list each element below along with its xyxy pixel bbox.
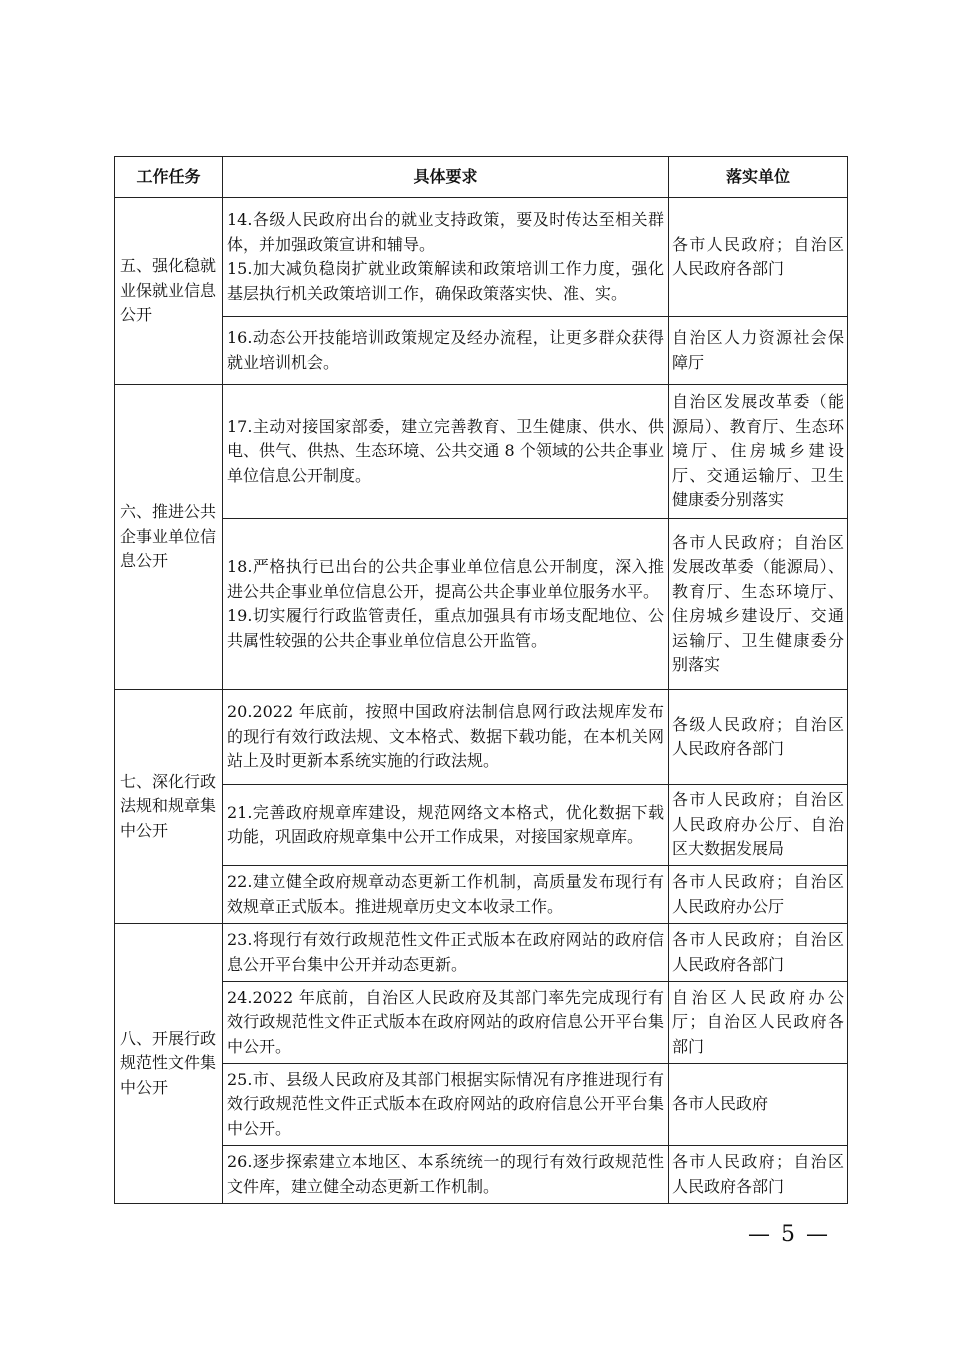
table-row xyxy=(115,1064,848,1146)
page-number: — 5 — xyxy=(748,1222,830,1247)
unit-cell: 自治区人民政府办公厅；自治区人民政府各部门 xyxy=(669,982,848,1064)
requirement-cell xyxy=(223,924,669,982)
requirement-cell xyxy=(223,1146,669,1204)
requirement-text: 21.完善政府规章库建设，规范网络文本格式，优化数据下载功能，巩固政府规章集中公开工作成果，对接国家规章库。 xyxy=(227,802,664,846)
requirement-cell xyxy=(223,982,669,1064)
policy-task-table xyxy=(114,156,848,1204)
task-cell: 八、开展行政规范性文件集中公开 xyxy=(115,924,223,1204)
table-row xyxy=(115,519,848,690)
table-row xyxy=(115,198,848,317)
requirement-text: 26.逐步探索建立本地区、本系统统一的现行有效行政规范性文件库，建立健全动态更新工作机制。 xyxy=(227,1152,664,1196)
header-requirements: 具体要求 xyxy=(223,157,669,198)
requirement-cell xyxy=(223,385,669,519)
table-row xyxy=(115,317,848,385)
unit-cell: 自治区人力资源社会保障厅 xyxy=(669,317,848,385)
requirement-cell xyxy=(223,1064,669,1146)
unit-cell: 各市人民政府；自治区人民政府各部门 xyxy=(669,924,848,982)
requirement-text: 20.2022 年底前，按照中国政府法制信息网行政法规库发布的现行有效行政法规、文本格式、数据下载功能，在本机关网站上及时更新本系统实施的行政法规。 xyxy=(227,702,664,771)
requirement-text: 19.切实履行行政监管责任，重点加强具有市场支配地位、公共属性较强的公共企事业单位信息公开监管。 xyxy=(227,606,664,650)
unit-cell: 各市人民政府；自治区人民政府各部门 xyxy=(669,1146,848,1204)
task-cell: 七、深化行政法规和规章集中公开 xyxy=(115,690,223,924)
unit-cell: 各市人民政府；自治区人民政府办公厅 xyxy=(669,866,848,924)
unit-cell: 各市人民政府；自治区人民政府各部门 xyxy=(669,198,848,317)
table-row xyxy=(115,924,848,982)
requirement-text: 23.将现行有效行政规范性文件正式版本在政府网站的政府信息公开平台集中公开并动态更新。 xyxy=(227,930,664,974)
header-unit: 落实单位 xyxy=(669,157,848,198)
table-row xyxy=(115,866,848,924)
requirement-text: 22.建立健全政府规章动态更新工作机制，高质量发布现行有效规章正式版本。推进规章历史文本收录工作。 xyxy=(227,872,664,916)
requirement-cell xyxy=(223,317,669,385)
requirement-text: 16.动态公开技能培训政策规定及经办流程，让更多群众获得就业培训机会。 xyxy=(227,328,664,372)
unit-cell: 各市人民政府；自治区人民政府办公厅、自治区大数据发展局 xyxy=(669,785,848,866)
requirement-cell xyxy=(223,690,669,785)
unit-cell: 各级人民政府；自治区人民政府各部门 xyxy=(669,690,848,785)
requirement-text: 14.各级人民政府出台的就业支持政策，要及时传达至相关群体，并加强政策宣讲和辅导。 xyxy=(227,210,664,254)
table-row xyxy=(115,690,848,785)
requirement-text: 25.市、县级人民政府及其部门根据实际情况有序推进现行有效行政规范性文件正式版本在政府网站的政府信息公开平台集中公开。 xyxy=(227,1069,664,1138)
table-header-row xyxy=(115,157,848,198)
task-cell: 六、推进公共企事业单位信息公开 xyxy=(115,385,223,690)
table-row xyxy=(115,982,848,1064)
table-row xyxy=(115,1146,848,1204)
requirement-text: 17.主动对接国家部委，建立完善教育、卫生健康、供水、供电、供气、供热、生态环境、公共交通 8 个领域的公共企事业单位信息公开制度。 xyxy=(227,416,664,485)
requirement-text: 24.2022 年底前，自治区人民政府及其部门率先完成现行有效行政规范性文件正式版本在政府网站的政府信息公开平台集中公开。 xyxy=(227,987,664,1056)
header-task: 工作任务 xyxy=(115,157,223,198)
unit-cell: 自治区发展改革委（能源局）、教育厅、生态环境厅、住房城乡建设厅、交通运输厅、卫生健康委分别落实 xyxy=(669,385,848,519)
task-cell: 五、强化稳就业保就业信息公开 xyxy=(115,198,223,385)
requirement-text: 15.加大减负稳岗扩就业政策解读和政策培训工作力度，强化基层执行机关政策培训工作，确保政策落实快、准、实。 xyxy=(227,259,664,303)
requirement-cell xyxy=(223,519,669,690)
unit-cell: 各市人民政府；自治区发展改革委（能源局）、教育厅、生态环境厅、住房城乡建设厅、交通运输厅、卫生健康委分别落实 xyxy=(669,519,848,690)
table-row xyxy=(115,785,848,866)
unit-cell: 各市人民政府 xyxy=(669,1064,848,1146)
requirement-cell xyxy=(223,198,669,317)
requirement-text: 18.严格执行已出台的公共企事业单位信息公开制度，深入推进公共企事业单位信息公开，提高公共企事业单位服务水平。 xyxy=(227,557,664,601)
table-row xyxy=(115,385,848,519)
requirement-cell xyxy=(223,785,669,866)
requirement-cell xyxy=(223,866,669,924)
